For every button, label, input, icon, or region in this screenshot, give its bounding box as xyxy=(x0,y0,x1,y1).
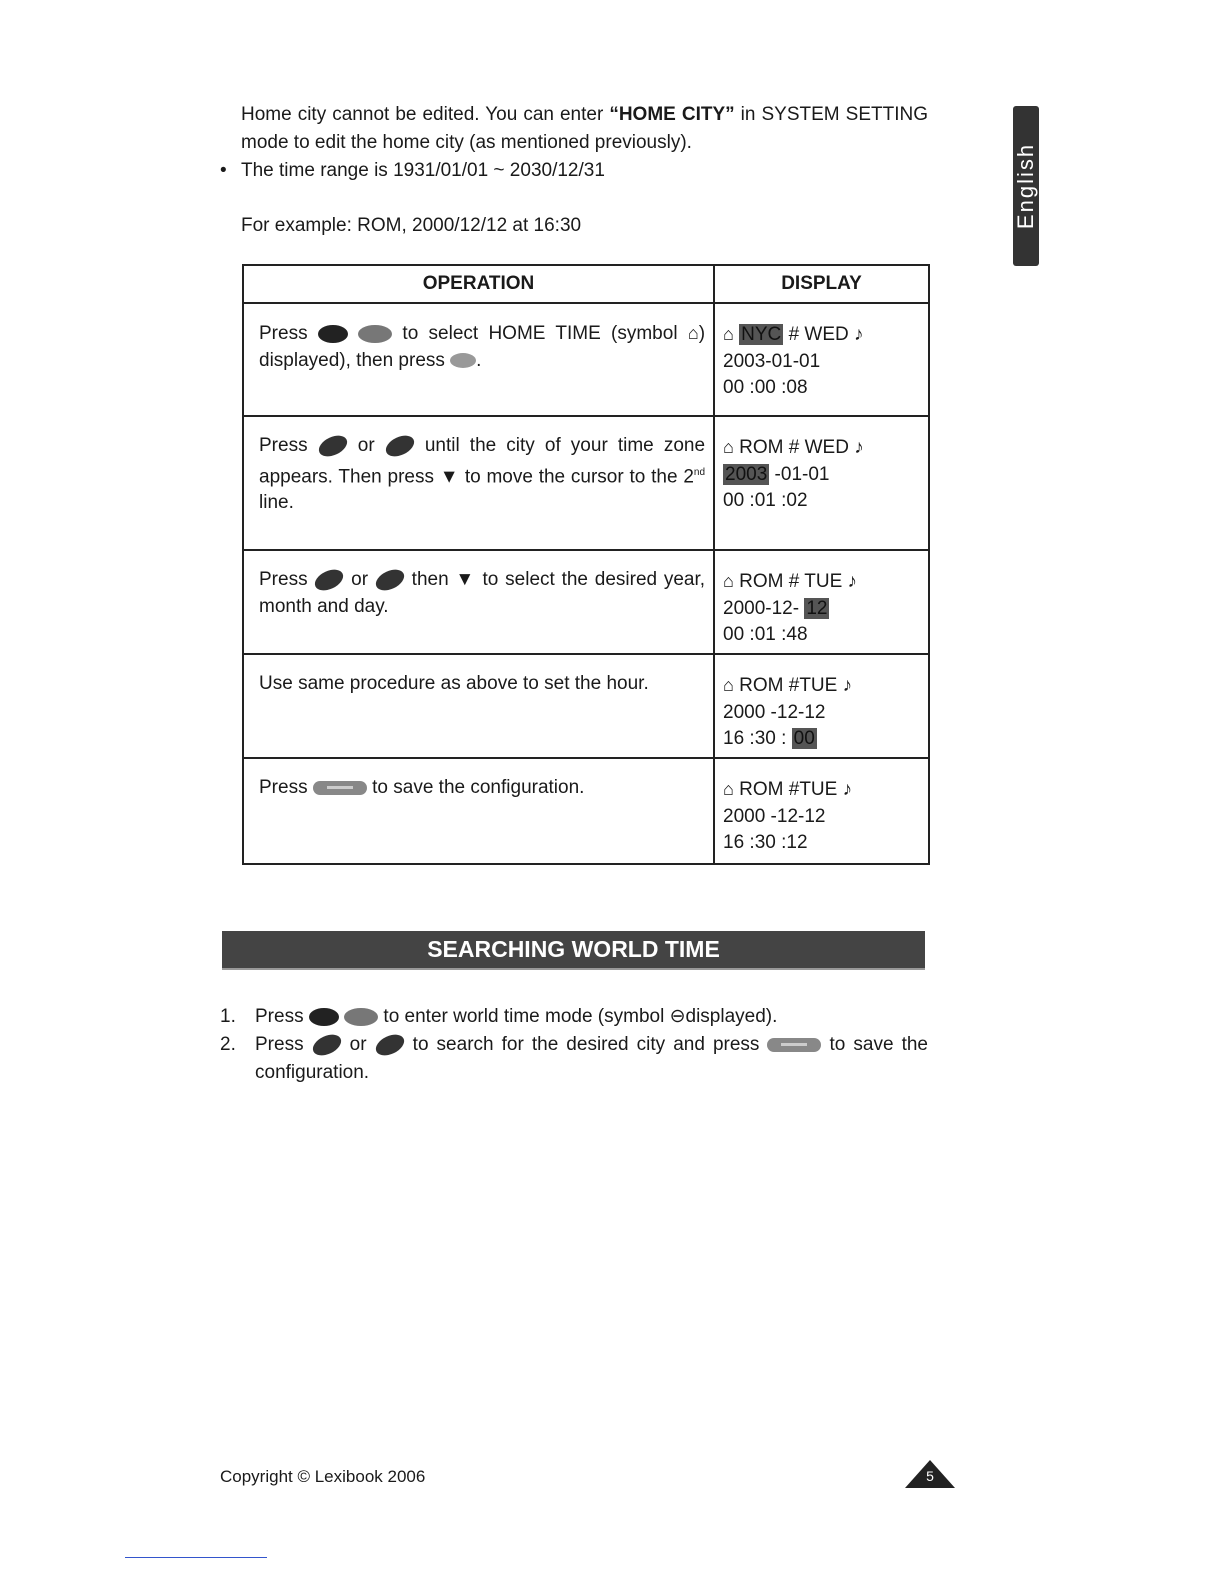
language-tab-label: English xyxy=(1013,142,1038,230)
intro-text-a: Home city cannot be edited. You can enter xyxy=(241,104,610,125)
highlight-seconds: 00 xyxy=(793,728,815,749)
table-row xyxy=(243,758,929,864)
dspt-key-icon xyxy=(318,325,348,343)
header-operation: OPERATION xyxy=(243,265,714,303)
enter-key-icon xyxy=(313,781,367,795)
up-key-icon xyxy=(312,565,347,594)
display-cell: ⌂ ROM # TUE ♪ 2000-12- 12 00 :01 :48 xyxy=(715,551,928,649)
alarm-icon: ♪ xyxy=(842,779,853,800)
example-text: For example: ROM, 2000/12/12 at 16:30 xyxy=(241,215,582,236)
highlight-day: 12 xyxy=(806,597,828,619)
section-title: SEARCHING WORLD TIME xyxy=(222,931,925,970)
alarm-icon: ♪ xyxy=(854,437,864,458)
intro-text-b: in SYSTEM SETTING mode to edit the home city (as mentioned previously). xyxy=(241,104,928,153)
divider xyxy=(125,1557,267,1558)
display-cell: ⌂ ROM # WED ♪ 2003 -01-01 00 :01 :02 xyxy=(715,417,928,515)
fra-key-icon xyxy=(344,1008,378,1026)
page-number: 5 xyxy=(926,1468,934,1484)
down-key-icon xyxy=(372,1030,407,1059)
home-icon: ⌂ xyxy=(723,324,734,344)
alarm-icon: ♪ xyxy=(847,571,858,592)
bullet-item xyxy=(220,157,920,185)
table-row xyxy=(243,550,929,654)
copyright: Copyright © Lexibook 2006 xyxy=(220,1467,426,1486)
op-cell: Press to select HOME TIME (symbol ⌂) displayed), then press . xyxy=(244,304,713,374)
table-row xyxy=(243,654,929,758)
op-cell: Use same procedure as above to set the hour. xyxy=(259,673,649,694)
op-cell: Press or until the city of your time zone appears. Then press ▼ to move the cursor to the 2nd line. xyxy=(244,417,713,517)
op-cell: Press to save the configuration. xyxy=(259,777,585,798)
up-key-icon xyxy=(315,431,350,460)
op-cell: Press or then ▼ to select the desired year, month and day. xyxy=(244,551,713,620)
display-cell: ⌂ ROM #TUE ♪ 2000 -12-12 16 :30 : 00 xyxy=(715,655,928,753)
down-key-icon xyxy=(372,565,407,594)
operation-table xyxy=(242,264,930,865)
list-item: 1. Press to enter world time mode (symbol ⊖displayed). xyxy=(220,1006,778,1027)
highlight-city: NYC xyxy=(741,324,782,345)
page-number-badge xyxy=(905,1460,955,1488)
home-icon: ⌂ xyxy=(723,779,734,799)
home-icon: ⌂ xyxy=(687,323,699,343)
up-key-icon xyxy=(309,1030,344,1059)
alarm-icon: ♪ xyxy=(842,675,853,696)
highlight-year: 2003 xyxy=(725,463,768,485)
intro-home-city: “HOME CITY” xyxy=(609,104,735,125)
display-cell: ⌂ NYC # WED ♪ 2003-01-01 00 :00 :08 xyxy=(715,304,928,402)
display-cell: ⌂ ROM #TUE ♪ 2000 -12-12 16 :30 :12 xyxy=(715,759,928,857)
list-item: 2. Press or to search for the desired city and press to save the configuration. xyxy=(220,1031,928,1087)
eng-key-icon xyxy=(358,325,392,343)
table-row xyxy=(243,416,929,550)
enter-key-icon xyxy=(767,1038,821,1052)
table-row xyxy=(243,303,929,416)
dspt-key-icon xyxy=(309,1008,339,1026)
language-tab xyxy=(1013,106,1039,266)
intro-paragraph xyxy=(241,101,928,157)
bullet-icon: • xyxy=(220,160,227,181)
home-icon: ⌂ xyxy=(723,675,734,695)
down-key-icon xyxy=(382,431,417,460)
home-icon: ⌂ xyxy=(723,571,734,591)
table-header-row xyxy=(243,265,929,303)
edit-key-icon xyxy=(450,353,476,368)
alarm-icon: ♪ xyxy=(854,324,864,345)
bullet-text: The time range is 1931/01/01 ~ 2030/12/31 xyxy=(241,160,605,181)
home-icon: ⌂ xyxy=(723,437,734,457)
header-display: DISPLAY xyxy=(714,265,929,303)
globe-icon: ⊖ xyxy=(669,1006,686,1027)
